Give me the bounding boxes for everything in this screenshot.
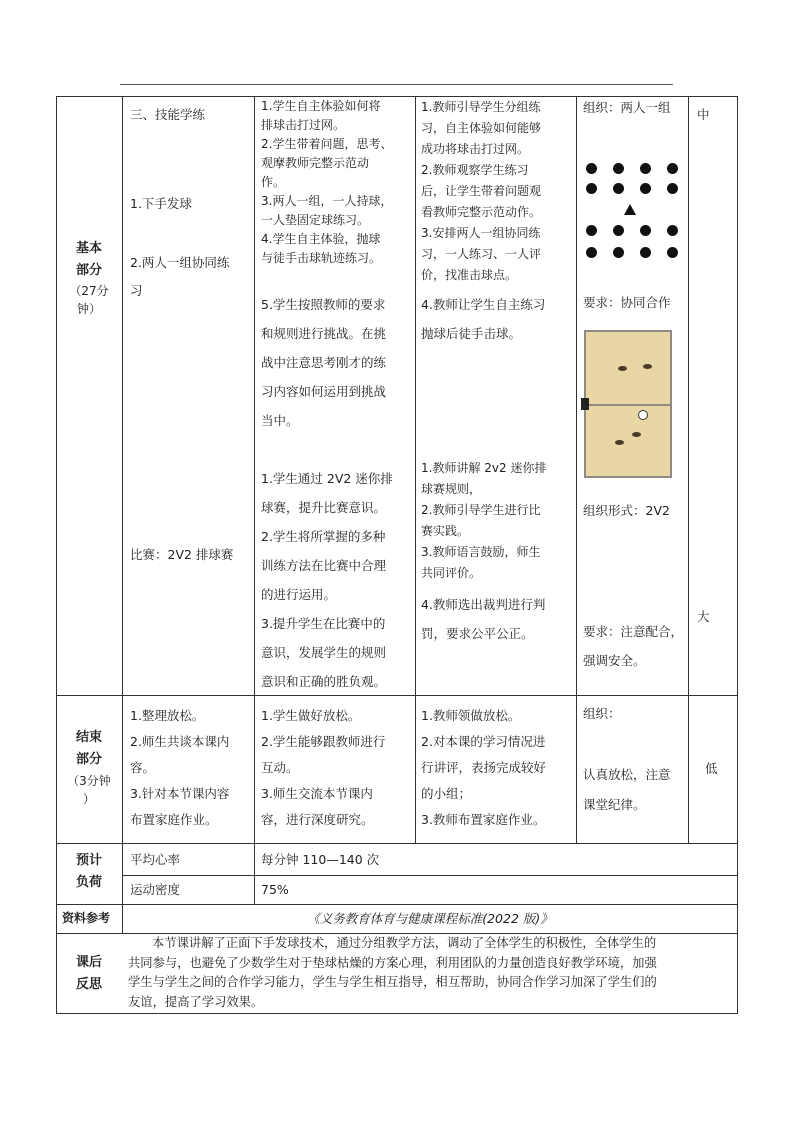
- player-marker: [643, 364, 652, 369]
- student-dot: [640, 183, 651, 194]
- student-dot: [640, 247, 651, 258]
- header-rule: [120, 84, 673, 85]
- end-col1: 1.整理放松。 2.师生共谈本课内 容。 3.针对本节课内容 布置家庭作业。: [130, 708, 230, 827]
- end-col3: 1.教师领做放松。 2.对本课的学习情况进 行讲评，表扬完成较好 的小组； 3.教师布置家庭作业。: [421, 708, 547, 827]
- intensity-medium: 中: [697, 107, 710, 122]
- student-dot: [586, 183, 597, 194]
- reflection-text: 本节课讲解了正面下手发球技术，通过分组教学方法，调动了全体学生的积极性，全体学生的 共同参与，也避免了少数学生对于垫球枯燥的方案心理，利用团队的力量创造良好教学环境，加强 学生与学生之间的合作学习能力，学生与学生相互指导，相互帮助，协同合作学习加深了学生们的 友谊，提高了学习效果。: [128, 936, 657, 1009]
- basic-col2-bottom: 1.学生通过 2V2 迷你排 球赛，提升比赛意识。 2.学生将所掌握的多种 训练方法在比赛中合理 的进行运用。 3.提升学生在比赛中的 意识，发展学生的规则 意识和正确的胜负观。: [261, 471, 393, 689]
- basic-col2-top: 1.学生自主体验如何将 排球击打过网。 2.学生带着问题，思考、 观摩教师完整示范动 作。 3.两人一组，一人持球， 一人垫固定球练习。 4.学生自主体验，抛球 与徒手击球轨迹练习。: [261, 99, 393, 265]
- end-section-time: （3分钟 ）: [67, 774, 111, 806]
- court-diagram: [584, 330, 672, 478]
- student-dot: [640, 163, 651, 174]
- student-dot: [613, 247, 624, 258]
- student-dot: [640, 225, 651, 236]
- col-divider-1: [122, 96, 123, 933]
- reference-label: 资料参考: [62, 911, 111, 925]
- basic-col3-bottom: 1.教师讲解 2v2 迷你排 球赛规则， 2.教师引导学生进行比 赛实践。 3.教师语言鼓励，师生 共同评价。: [421, 461, 547, 580]
- basic-form-label: 组织形式：2V2: [583, 503, 670, 518]
- teacher-triangle-icon: [624, 204, 636, 215]
- net-post: [581, 398, 589, 410]
- student-dot: [613, 225, 624, 236]
- student-dot: [667, 225, 678, 236]
- end-col2: 1.学生做好放松。 2.学生能够跟教师进行 互动。 3.师生交流本节课内 容，进行深度研究。: [261, 708, 386, 827]
- basic-col3-bottom2: 4.教师选出裁判进行判 罚，要求公平公正。: [421, 597, 546, 641]
- basic-col3-top: 1.教师引导学生分组练 习，自主体验如何能够 成功将球击打过网。 2.教师观察学生练习 后，让学生带着问题观 看教师完整示范动作。 3.安排两人一组协同练 习，一人练习、一人评 价，找准击球点。: [421, 100, 542, 282]
- student-dot: [586, 225, 597, 236]
- col-divider-2: [254, 96, 255, 904]
- student-dot: [613, 163, 624, 174]
- basic-section-title: 基本 部分: [75, 241, 102, 278]
- row-divider-load: [122, 875, 738, 876]
- player-marker: [618, 366, 627, 371]
- intensity-low: 低: [705, 761, 718, 776]
- load-row1-value: 每分钟 110—140 次: [261, 852, 380, 867]
- student-dot: [667, 183, 678, 194]
- student-dot: [586, 163, 597, 174]
- load-row2-value: 75%: [261, 882, 289, 897]
- player-marker: [615, 440, 624, 445]
- basic-col1-title: 三、技能学练: [130, 107, 206, 122]
- basic-col3-mid: 4.教师让学生自主练习 抛球后徒手击球。: [421, 297, 546, 341]
- net-line: [586, 404, 670, 406]
- basic-section-time: （27分 钟）: [69, 284, 109, 316]
- student-dot: [613, 183, 624, 194]
- row-divider-basic-end: [56, 695, 738, 696]
- row-divider-load-ref: [56, 904, 738, 905]
- load-label: 预计 负荷: [75, 853, 102, 890]
- ball-icon: [638, 410, 648, 420]
- reflection-label: 课后 反思: [75, 955, 102, 992]
- end-col4-org: 组织：: [583, 706, 621, 721]
- basic-col1-item2: 2.两人一组协同练 习: [130, 255, 230, 298]
- col-divider-3: [415, 96, 416, 843]
- load-row1-label: 平均心率: [130, 852, 181, 867]
- basic-col1-match: 比赛：2V2 排球赛: [130, 547, 234, 562]
- end-section-title: 结束 部分: [75, 730, 102, 767]
- intensity-high: 大: [697, 609, 710, 624]
- basic-col2-mid: 5.学生按照教师的要求 和规则进行挑战。在挑 战中注意思考刚才的练 习内容如何运用到挑战 当中。: [261, 297, 387, 428]
- col-divider-5: [688, 96, 689, 843]
- load-row2-label: 运动密度: [130, 882, 181, 897]
- basic-col1-item1: 1.下手发球: [130, 196, 192, 211]
- student-dot: [586, 247, 597, 258]
- reference-value: 《义务教育体育与健康课程标准(2022 版)》: [307, 911, 553, 926]
- end-col4-req: 认真放松，注意 课堂纪律。: [583, 767, 671, 812]
- student-dot: [667, 247, 678, 258]
- basic-req2: 要求：注意配合， 强调安全。: [583, 624, 684, 668]
- col-divider-left: [56, 933, 57, 1014]
- col-divider-4: [576, 96, 577, 843]
- player-marker: [632, 432, 641, 437]
- student-dot: [667, 163, 678, 174]
- basic-req-label: 要求：协同合作: [583, 295, 671, 310]
- row-divider-end-load: [56, 843, 738, 844]
- basic-org-label: 组织：两人一组: [583, 100, 671, 115]
